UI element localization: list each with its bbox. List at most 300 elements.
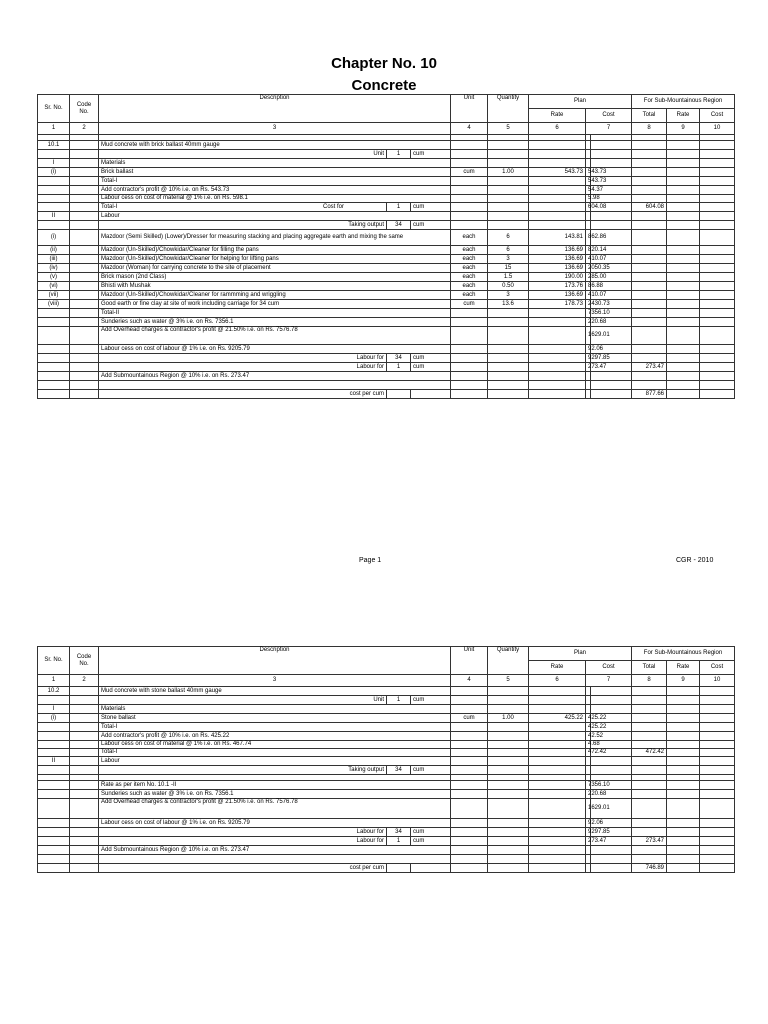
cost-cell: 86.88 — [586, 282, 591, 291]
rate-cell — [529, 177, 586, 186]
sub-cost-cell — [700, 345, 735, 354]
quantity-cell — [488, 749, 529, 757]
unit-cell — [451, 799, 488, 819]
total-cell — [632, 282, 667, 291]
cost-spacer-cell — [591, 141, 632, 150]
table-row — [38, 705, 735, 714]
sub-rate-cell — [667, 714, 700, 723]
code-no-cell — [70, 781, 99, 790]
table-row — [38, 282, 735, 291]
sub-cost-cell — [700, 168, 735, 177]
unit-cell — [451, 846, 488, 855]
quantity-cell — [488, 381, 529, 390]
inline-quantity-cell: 1 — [387, 150, 411, 159]
description-cell: Unit — [99, 696, 387, 705]
sub-cost-cell — [700, 195, 735, 203]
description-cell: Labour for — [99, 828, 387, 837]
sr-no-cell — [38, 345, 70, 354]
quantity-cell — [488, 203, 529, 212]
description-cell: Rate as per item No. 10.1 -II — [99, 781, 451, 790]
code-no-cell — [70, 723, 99, 732]
description-cell: Labour — [99, 757, 451, 766]
description-cell: Mazdoor (Un-Skilled)/Chowkidar/Cleaner for rammming and wriggling — [99, 291, 451, 300]
table-row — [38, 195, 735, 203]
rate-cell — [529, 766, 586, 775]
inline-quantity-cell: 34 — [387, 766, 411, 775]
sub-rate-cell — [667, 291, 700, 300]
header-code-no: Code No. — [70, 95, 99, 123]
sub-rate-cell — [667, 186, 700, 195]
total-cell — [632, 141, 667, 150]
sub-rate-cell — [667, 195, 700, 203]
sub-rate-cell — [667, 203, 700, 212]
total-cell — [632, 855, 667, 864]
sr-no-cell: I — [38, 159, 70, 168]
sr-no-cell — [38, 828, 70, 837]
sub-cost-cell — [700, 749, 735, 757]
col-number: 7 — [586, 675, 632, 687]
table-row — [38, 799, 735, 819]
code-no-cell — [70, 186, 99, 195]
unit-cell — [451, 212, 488, 221]
description-cell: Total-I — [99, 749, 451, 757]
code-no-cell — [70, 273, 99, 282]
inline-quantity-cell: 1 — [387, 837, 411, 846]
rate-cell: 136.69 — [529, 255, 586, 264]
sr-no-cell — [38, 150, 70, 159]
sub-cost-cell — [700, 186, 735, 195]
quantity-cell: 3 — [488, 291, 529, 300]
table-row — [38, 741, 735, 749]
header-sub-mountainous: For Sub-Mountainous Region — [632, 647, 735, 661]
total-cell — [632, 732, 667, 741]
description-cell: Brick ballast — [99, 168, 451, 177]
col-number: 1 — [38, 123, 70, 135]
header-row — [38, 95, 735, 109]
sub-rate-cell — [667, 372, 700, 381]
sr-no-cell: (i) — [38, 168, 70, 177]
sub-rate-cell — [667, 732, 700, 741]
sub-cost-cell — [700, 741, 735, 749]
col-number: 9 — [667, 675, 700, 687]
sr-no-cell — [38, 766, 70, 775]
sub-cost-cell — [700, 732, 735, 741]
description-cell: Labour for — [99, 354, 387, 363]
description-cell: Mud concrete with brick ballast 40mm gauge — [99, 141, 451, 150]
col-number: 7 — [586, 123, 632, 135]
inline-quantity-cell: 1 — [387, 696, 411, 705]
unit-cell — [451, 819, 488, 828]
inline-unit-cell: cum — [411, 221, 451, 230]
cost-spacer-cell — [591, 855, 632, 864]
table-row — [38, 687, 735, 696]
unit-cell — [451, 327, 488, 345]
cost-cell: 604.08 — [586, 203, 591, 212]
unit-cell: each — [451, 273, 488, 282]
table-row — [38, 177, 735, 186]
rate-cell — [529, 732, 586, 741]
sub-cost-cell — [700, 150, 735, 159]
cost-spacer-cell — [591, 864, 632, 873]
sr-no-cell — [38, 203, 70, 212]
sub-rate-cell — [667, 790, 700, 799]
description-cell: Add Overhead charges & contractor's profit @ 21.50% i.e. on Rs. 7576.78 — [99, 799, 451, 819]
quantity-cell — [488, 766, 529, 775]
sub-cost-cell — [700, 714, 735, 723]
sub-cost-cell — [700, 837, 735, 846]
rate-cell: 136.69 — [529, 264, 586, 273]
sub-rate-cell — [667, 282, 700, 291]
sr-no-cell: II — [38, 757, 70, 766]
rate-cell — [529, 864, 586, 873]
unit-cell — [451, 749, 488, 757]
total-cell: 273.47 — [632, 837, 667, 846]
rate-cell — [529, 846, 586, 855]
sub-cost-cell — [700, 705, 735, 714]
quantity-cell: 3 — [488, 255, 529, 264]
inline-unit-cell: cum — [411, 828, 451, 837]
sr-no-cell — [38, 354, 70, 363]
table-row — [38, 723, 735, 732]
sub-rate-cell — [667, 177, 700, 186]
sub-rate-cell — [667, 696, 700, 705]
cost-cell: 862.86 — [586, 230, 591, 246]
col-number: 5 — [488, 675, 529, 687]
inline-quantity-cell: 1 — [387, 363, 411, 372]
description-cell: Total-I — [99, 177, 451, 186]
quantity-cell — [488, 799, 529, 819]
sub-rate-cell — [667, 390, 700, 399]
description-cell: Mazdoor (Woman) for carrying concrete to the site of placement — [99, 264, 451, 273]
rate-cell — [529, 363, 586, 372]
rate-cell — [529, 790, 586, 799]
code-no-cell — [70, 799, 99, 819]
rate-cell: 543.73 — [529, 168, 586, 177]
column-number-row — [38, 123, 735, 135]
unit-cell — [451, 723, 488, 732]
cost-cell: 220.68 — [586, 790, 591, 799]
code-no-cell — [70, 168, 99, 177]
quantity-cell — [488, 732, 529, 741]
sr-no-cell — [38, 781, 70, 790]
header-sub-cost: Cost — [700, 109, 735, 123]
unit-cell — [451, 354, 488, 363]
sub-rate-cell — [667, 264, 700, 273]
quantity-cell: 1.00 — [488, 168, 529, 177]
total-cell — [632, 757, 667, 766]
inline-quantity-cell — [387, 390, 411, 399]
total-cell — [632, 255, 667, 264]
code-no-cell — [70, 390, 99, 399]
inline-quantity-cell: 34 — [387, 828, 411, 837]
sub-cost-cell — [700, 819, 735, 828]
sr-no-cell — [38, 186, 70, 195]
page-number: Page 1 — [359, 557, 382, 564]
table-row — [38, 819, 735, 828]
quantity-cell — [488, 723, 529, 732]
description-cell: Add Overhead charges & contractor's profit @ 21.50% i.e. on Rs. 7576.78 — [99, 327, 451, 345]
sub-cost-cell — [700, 687, 735, 696]
sub-rate-cell — [667, 345, 700, 354]
total-cell — [632, 723, 667, 732]
col-number: 2 — [70, 675, 99, 687]
table-row — [38, 246, 735, 255]
description-cell: Mazdoor (Un-Skilled)/Chowkidar/Cleaner for filling the pans — [99, 246, 451, 255]
description-cell: Labour cess on cost of material @ 1% i.e. on Rs. 598.1 — [99, 195, 451, 203]
total-cell: 746.89 — [632, 864, 667, 873]
unit-cell: each — [451, 291, 488, 300]
cost-cell: 42.52 — [586, 732, 591, 741]
cost-cell: 1629.01 — [586, 799, 591, 819]
sub-rate-cell — [667, 855, 700, 864]
header-total: Total — [632, 109, 667, 123]
sub-cost-cell — [700, 828, 735, 837]
sub-cost-cell — [700, 757, 735, 766]
sr-no-cell — [38, 390, 70, 399]
col-number: 2 — [70, 123, 99, 135]
table-row — [38, 318, 735, 327]
quantity-cell — [488, 195, 529, 203]
quantity-cell — [488, 781, 529, 790]
description-cell: Unit — [99, 150, 387, 159]
rate-cell: 425.22 — [529, 714, 586, 723]
sub-cost-cell — [700, 372, 735, 381]
rate-cell — [529, 828, 586, 837]
rate-cell — [529, 150, 586, 159]
description-cell: Add Submountainous Region @ 10% i.e. on Rs. 273.47 — [99, 372, 451, 381]
inline-unit-cell — [411, 390, 451, 399]
code-no-cell — [70, 714, 99, 723]
rate-cell — [529, 318, 586, 327]
code-no-cell — [70, 766, 99, 775]
col-number: 6 — [529, 675, 586, 687]
total-cell — [632, 372, 667, 381]
sub-cost-cell — [700, 141, 735, 150]
col-number: 10 — [700, 675, 735, 687]
sr-no-cell — [38, 837, 70, 846]
document-code: CGR - 2010 — [676, 557, 714, 564]
quantity-cell — [488, 177, 529, 186]
total-cell — [632, 230, 667, 246]
sr-no-cell — [38, 819, 70, 828]
description-cell: cost per cum — [99, 864, 387, 873]
sub-rate-cell — [667, 819, 700, 828]
rate-cell — [529, 757, 586, 766]
code-no-cell — [70, 837, 99, 846]
cost-cell: 472.42 — [586, 749, 591, 757]
col-number: 8 — [632, 675, 667, 687]
header-unit: Unit — [451, 95, 488, 123]
rate-cell: 190.00 — [529, 273, 586, 282]
total-cell — [632, 381, 667, 390]
cost-cell: 543.73 — [586, 168, 591, 177]
cost-cell: 425.22 — [586, 723, 591, 732]
description-cell: Brick mason (2nd Class) — [99, 273, 451, 282]
inline-unit-cell: cum — [411, 766, 451, 775]
total-cell — [632, 741, 667, 749]
description-cell: Taking output — [99, 766, 387, 775]
quantity-cell — [488, 221, 529, 230]
quantity-cell: 6 — [488, 230, 529, 246]
cost-cell: 273.47 — [586, 837, 591, 846]
code-no-cell — [70, 264, 99, 273]
header-description: Description — [99, 647, 451, 675]
rate-cell — [529, 345, 586, 354]
total-cell — [632, 212, 667, 221]
rate-cell — [529, 195, 586, 203]
sub-cost-cell — [700, 766, 735, 775]
table-row — [38, 757, 735, 766]
code-no-cell — [70, 372, 99, 381]
rate-cell — [529, 203, 586, 212]
table-row — [38, 300, 735, 309]
rate-cell — [529, 221, 586, 230]
unit-cell — [451, 781, 488, 790]
sub-rate-cell — [667, 159, 700, 168]
code-no-cell — [70, 828, 99, 837]
quantity-cell: 15 — [488, 264, 529, 273]
table-row — [38, 255, 735, 264]
sub-cost-cell — [700, 221, 735, 230]
header-sr-no: Sr. No. — [38, 647, 70, 675]
code-no-cell — [70, 705, 99, 714]
cost-spacer-cell — [591, 757, 632, 766]
sub-rate-cell — [667, 705, 700, 714]
sub-rate-cell — [667, 828, 700, 837]
quantity-cell — [488, 790, 529, 799]
sub-rate-cell — [667, 846, 700, 855]
header-cost: Cost — [586, 661, 632, 675]
code-no-cell — [70, 309, 99, 318]
unit-cell — [451, 732, 488, 741]
table-row — [38, 790, 735, 799]
header-plan: Plan — [529, 95, 632, 109]
inline-quantity-cell: 34 — [387, 354, 411, 363]
cost-spacer-cell — [591, 846, 632, 855]
table-row — [38, 855, 735, 864]
cost-cell: 425.22 — [586, 714, 591, 723]
inline-unit-cell: cum — [411, 837, 451, 846]
code-no-cell — [70, 291, 99, 300]
unit-cell — [451, 372, 488, 381]
rate-cell — [529, 837, 586, 846]
sr-no-cell: 10.2 — [38, 687, 70, 696]
quantity-cell — [488, 309, 529, 318]
header-cost: Cost — [586, 109, 632, 123]
sub-rate-cell — [667, 864, 700, 873]
rate-cell — [529, 696, 586, 705]
cost-cell: 410.07 — [586, 255, 591, 264]
code-no-cell — [70, 159, 99, 168]
quantity-cell — [488, 363, 529, 372]
code-no-cell — [70, 255, 99, 264]
quantity-cell — [488, 741, 529, 749]
description-cell: cost per cum — [99, 390, 387, 399]
total-cell — [632, 318, 667, 327]
sub-cost-cell — [700, 696, 735, 705]
total-cell — [632, 846, 667, 855]
sub-rate-cell — [667, 212, 700, 221]
code-no-cell — [70, 282, 99, 291]
unit-cell — [451, 790, 488, 799]
total-cell — [632, 687, 667, 696]
rate-cell — [529, 159, 586, 168]
total-cell — [632, 766, 667, 775]
sub-rate-cell — [667, 749, 700, 757]
code-no-cell — [70, 300, 99, 309]
quantity-cell — [488, 327, 529, 345]
table-row — [38, 186, 735, 195]
sr-no-cell — [38, 327, 70, 345]
sub-cost-cell — [700, 291, 735, 300]
quantity-cell — [488, 159, 529, 168]
total-cell — [632, 264, 667, 273]
sub-rate-cell — [667, 687, 700, 696]
quantity-cell: 13.6 — [488, 300, 529, 309]
sub-rate-cell — [667, 255, 700, 264]
table-row — [38, 390, 735, 399]
unit-cell — [451, 177, 488, 186]
unit-cell — [451, 363, 488, 372]
sub-cost-cell — [700, 381, 735, 390]
unit-cell — [451, 159, 488, 168]
unit-cell: cum — [451, 168, 488, 177]
code-no-cell — [70, 354, 99, 363]
sub-cost-cell — [700, 159, 735, 168]
unit-cell — [451, 150, 488, 159]
header-description: Description — [99, 95, 451, 123]
description-cell: Mazdoor (Semi Skilled) (Lower)/Dresser for measuring stacking and placing aggregate earth and mixing the same — [99, 230, 451, 246]
table-row — [38, 141, 735, 150]
quantity-cell — [488, 757, 529, 766]
quantity-cell — [488, 318, 529, 327]
column-number-row — [38, 675, 735, 687]
code-no-cell — [70, 221, 99, 230]
sr-no-cell — [38, 749, 70, 757]
sub-rate-cell — [667, 766, 700, 775]
header-sub-mountainous: For Sub-Mountainous Region — [632, 95, 735, 109]
description-cell: Bhisti with Mushak — [99, 282, 451, 291]
sub-cost-cell — [700, 363, 735, 372]
cost-cell: 4.68 — [586, 741, 591, 749]
code-no-cell — [70, 381, 99, 390]
quantity-cell: 1.00 — [488, 714, 529, 723]
col-number: 6 — [529, 123, 586, 135]
sr-no-cell: (vi) — [38, 282, 70, 291]
sr-no-cell — [38, 855, 70, 864]
sr-no-cell — [38, 864, 70, 873]
cost-cell: 54.37 — [586, 186, 591, 195]
total-cell — [632, 273, 667, 282]
table-row — [38, 828, 735, 837]
total-cell — [632, 799, 667, 819]
code-no-cell — [70, 212, 99, 221]
col-number: 3 — [99, 675, 451, 687]
rate-cell — [529, 781, 586, 790]
total-cell — [632, 696, 667, 705]
quantity-cell — [488, 345, 529, 354]
header-total: Total — [632, 661, 667, 675]
code-no-cell — [70, 846, 99, 855]
rate-cell — [529, 705, 586, 714]
header-rate: Rate — [529, 661, 586, 675]
sub-cost-cell — [700, 273, 735, 282]
description-cell: Labour cess on cost of labour @ 1% i.e. on Rs. 9205.79 — [99, 819, 451, 828]
sr-no-cell — [38, 696, 70, 705]
unit-cell — [451, 203, 488, 212]
sr-no-cell — [38, 221, 70, 230]
sub-cost-cell — [700, 203, 735, 212]
